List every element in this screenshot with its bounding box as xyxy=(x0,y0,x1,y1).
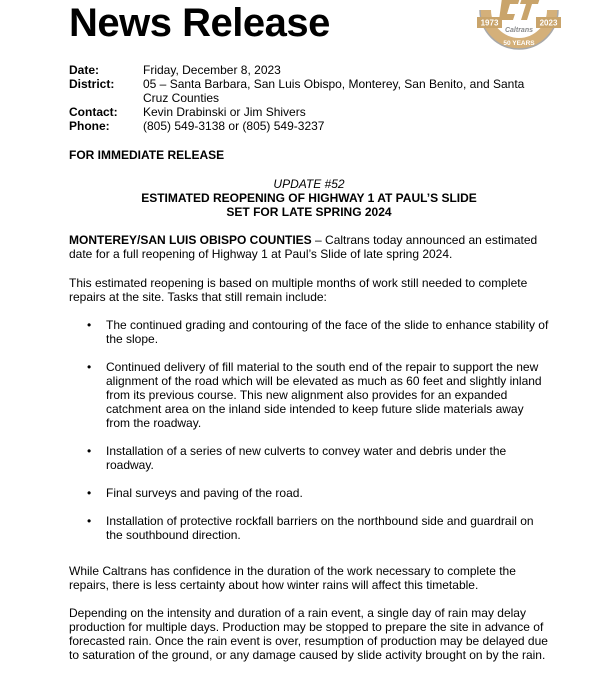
meta-contact-row xyxy=(69,105,549,119)
page-title: News Release xyxy=(69,1,330,45)
list-item xyxy=(69,360,549,430)
bullet-text: Installation of a series of new culverts to convey water and debris under the roadway. xyxy=(106,444,507,472)
logo-year-left: 1973 xyxy=(480,18,499,28)
paragraph-rain-impact: Depending on the intensity and duration of a rain event, a single day of rain may delay production for multiple days. Production may be stopped to prepare the site in advance of forecasted rain. Once the rain event is over, resumption of production may be delayed due to saturation of the ground, or any damage caused by slide activity brought on by the rain. xyxy=(69,606,548,662)
tasks-list xyxy=(69,318,549,556)
bullet-icon: • xyxy=(87,318,92,332)
bullet-text: The continued grading and contouring of the face of the slide to enhance stability of the slope. xyxy=(106,318,549,346)
paragraph-tasks-intro: This estimated reopening is based on multiple months of work still needed to complete repairs at the site. Tasks that still remain include: xyxy=(69,276,528,304)
lead-paragraph xyxy=(69,233,549,261)
district-value: 05 – Santa Barbara, San Luis Obispo, Monterey, San Benito, and Santa Cruz Counties xyxy=(143,77,525,105)
contact-value: Kevin Drabinski or Jim Shivers xyxy=(143,105,306,119)
lead-text: – Caltrans today announced an estimated date for a full reopening of Highway 1 at Paul’s Slide of late spring 2024. xyxy=(69,233,538,261)
district-label: District: xyxy=(69,77,115,91)
paragraph-confidence: While Caltrans has confidence in the duration of the work necessary to complete the repairs, there is less certainty about how winter rains will affect this timetable. xyxy=(69,564,516,592)
bullet-text: Final surveys and paving of the road. xyxy=(106,486,303,500)
list-item xyxy=(69,514,549,542)
contact-label: Contact: xyxy=(69,105,118,119)
logo-year-right: 2023 xyxy=(539,18,558,28)
phone-value: (805) 549-3138 or (805) 549-3237 xyxy=(143,119,325,133)
bullet-text: Continued delivery of fill material to the south end of the repair to support the new alignment of the road which will be elevated as much as 60 feet and slightly inland from its previous course. This new alignment also provides for an expanded catchment area on the inland side intended to keep future slide materials away from the roadway. xyxy=(106,360,542,430)
bullet-icon: • xyxy=(87,444,92,458)
date-label: Date: xyxy=(69,63,100,77)
bullet-text: Installation of protective rockfall barriers on the northbound side and guardrail on the southbound direction. xyxy=(106,514,534,542)
headline-line-1: ESTIMATED REOPENING OF HIGHWAY 1 AT PAUL’S SLIDE xyxy=(141,191,477,205)
list-item xyxy=(69,318,549,346)
list-item xyxy=(69,486,549,500)
meta-phone-row xyxy=(69,119,549,133)
caltrans-50-years-logo xyxy=(474,0,564,64)
immediate-release: FOR IMMEDIATE RELEASE xyxy=(69,148,225,162)
headline xyxy=(69,177,549,219)
list-item xyxy=(69,444,549,472)
date-value: Friday, December 8, 2023 xyxy=(143,63,281,77)
meta-date-row xyxy=(69,63,549,77)
bullet-icon: • xyxy=(87,486,92,500)
logo-anniversary: 50 YEARS xyxy=(503,40,535,47)
release-meta xyxy=(69,63,549,133)
logo-brand: Caltrans xyxy=(504,27,534,34)
bullet-icon: • xyxy=(87,360,92,374)
lead-dateline: MONTEREY/SAN LUIS OBISPO COUNTIES xyxy=(69,233,312,247)
update-number: UPDATE #52 xyxy=(273,177,345,191)
bullet-icon: • xyxy=(87,514,92,528)
meta-district-row xyxy=(69,77,549,105)
phone-label: Phone: xyxy=(69,119,110,133)
headline-line-2: SET FOR LATE SPRING 2024 xyxy=(226,205,392,219)
